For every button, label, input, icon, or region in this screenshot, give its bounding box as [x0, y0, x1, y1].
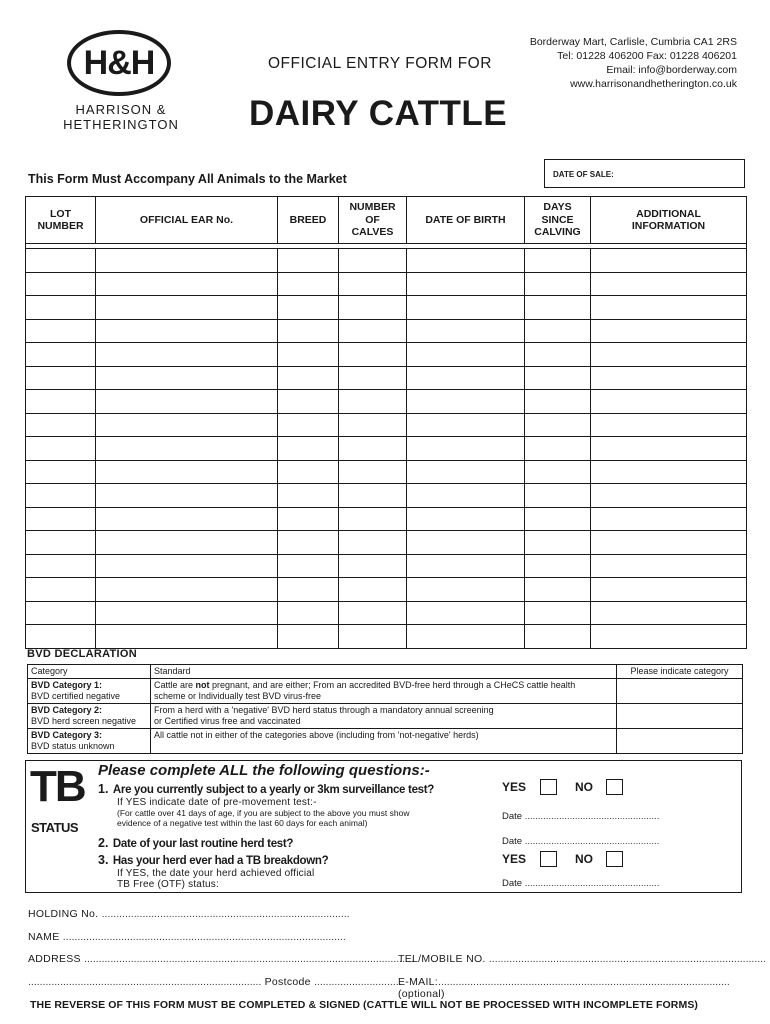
entry-cell[interactable] — [591, 507, 747, 531]
entry-cell[interactable] — [339, 484, 407, 508]
table-row — [26, 578, 747, 602]
entry-cell[interactable] — [591, 272, 747, 296]
entry-cell[interactable] — [339, 460, 407, 484]
entry-cell[interactable] — [339, 366, 407, 390]
entry-cell[interactable] — [339, 554, 407, 578]
bvd-header — [28, 665, 743, 679]
entry-table-header — [26, 197, 747, 244]
bvd-row-3 — [28, 729, 743, 754]
entry-cell[interactable] — [339, 437, 407, 461]
entry-cell[interactable] — [96, 554, 278, 578]
entry-cell[interactable] — [278, 343, 339, 367]
entry-cell[interactable] — [525, 390, 591, 414]
table-row — [26, 272, 747, 296]
entry-cell[interactable] — [278, 390, 339, 414]
entry-cell[interactable] — [525, 249, 591, 273]
email-field[interactable]: E-MAIL:.................................................................................................... (optional) — [398, 976, 730, 1000]
entry-cell[interactable] — [339, 601, 407, 625]
entry-cell[interactable] — [278, 578, 339, 602]
entry-cell[interactable] — [96, 319, 278, 343]
bvd-standard: Cattle are not pregnant, and are either; From an accredited BVD-free herd through a CHeCS cattle health scheme or Individually test BVD virus-free — [151, 679, 617, 704]
table-row — [26, 366, 747, 390]
q1-no-label: NO — [575, 780, 593, 794]
entry-cell[interactable] — [96, 578, 278, 602]
entry-cell[interactable] — [407, 249, 525, 273]
col-breed: BREED — [278, 197, 339, 244]
q1-yes-checkbox[interactable] — [540, 779, 557, 795]
q2-date-field[interactable]: Date ................................................... — [502, 836, 660, 847]
q3-no-label: NO — [575, 852, 593, 866]
table-row — [26, 531, 747, 555]
q1-yes-label: YES — [502, 780, 527, 794]
bvd-table — [27, 664, 743, 754]
col-days-since-calving: DAYS SINCE CALVING — [525, 197, 591, 244]
entry-cell[interactable] — [339, 578, 407, 602]
logo-name — [58, 102, 184, 132]
entry-cell[interactable] — [591, 437, 747, 461]
bvd-indicate-2[interactable] — [617, 704, 743, 729]
q3-no-checkbox[interactable] — [606, 851, 623, 867]
entry-cell[interactable] — [26, 625, 96, 649]
entry-cell[interactable] — [26, 319, 96, 343]
entry-cell[interactable] — [339, 272, 407, 296]
table-row — [26, 319, 747, 343]
entry-cell[interactable] — [26, 601, 96, 625]
entry-cell[interactable] — [407, 272, 525, 296]
table-row — [26, 249, 747, 273]
entry-cell[interactable] — [278, 484, 339, 508]
bvd-indicate-3[interactable] — [617, 729, 743, 754]
entry-cell[interactable] — [591, 601, 747, 625]
entry-cell[interactable] — [26, 554, 96, 578]
table-row — [26, 601, 747, 625]
logo-line-1: HARRISON & — [75, 102, 167, 117]
entry-cell[interactable] — [339, 319, 407, 343]
entry-cell[interactable] — [278, 319, 339, 343]
table-row — [26, 343, 747, 367]
entry-cell[interactable] — [407, 366, 525, 390]
entry-cell[interactable] — [26, 390, 96, 414]
entry-cell[interactable] — [407, 319, 525, 343]
entry-cell[interactable] — [26, 366, 96, 390]
entry-cell[interactable] — [278, 460, 339, 484]
entry-cell[interactable] — [278, 507, 339, 531]
entry-cell[interactable] — [407, 460, 525, 484]
tb-q1-sub: If YES indicate date of pre-movement test:- — [117, 797, 317, 808]
bvd-standard: All cattle not in either of the categories above (including from 'not-negative' herds) — [151, 729, 617, 754]
tel-field[interactable]: TEL/MOBILE NO. ............................................................................................... — [398, 953, 766, 965]
address-line-2-field[interactable]: ................................................................................ Postcode .............................. — [28, 976, 402, 988]
entry-table — [25, 196, 747, 649]
q1-no-checkbox[interactable] — [606, 779, 623, 795]
entry-cell[interactable] — [591, 484, 747, 508]
bvd-col-indicate: Please indicate category — [617, 665, 743, 679]
entry-cell[interactable] — [407, 531, 525, 555]
table-row — [26, 390, 747, 414]
entry-cell[interactable] — [525, 296, 591, 320]
entry-cell[interactable] — [278, 272, 339, 296]
address-line-2: Tel: 01228 406200 Fax: 01228 406201 — [557, 50, 737, 62]
entry-cell[interactable] — [96, 366, 278, 390]
holding-number-field[interactable]: HOLDING No. ..................................................................................... — [28, 908, 350, 920]
entry-cell[interactable] — [407, 413, 525, 437]
tb-label: TB — [30, 762, 85, 811]
entry-cell[interactable] — [278, 531, 339, 555]
table-row — [26, 460, 747, 484]
q3-yes-checkbox[interactable] — [540, 851, 557, 867]
entry-cell[interactable] — [407, 601, 525, 625]
table-row — [26, 554, 747, 578]
entry-cell[interactable] — [278, 296, 339, 320]
bvd-category: BVD Category 1: BVD certified negative — [28, 679, 151, 704]
q1-date-field[interactable]: Date ................................................... — [502, 811, 660, 822]
entry-cell[interactable] — [407, 554, 525, 578]
entry-cell[interactable] — [26, 578, 96, 602]
entry-cell[interactable] — [278, 625, 339, 649]
entry-cell[interactable] — [407, 437, 525, 461]
contact-address — [530, 35, 737, 91]
col-date-of-birth: DATE OF BIRTH — [407, 197, 525, 244]
entry-cell[interactable] — [525, 531, 591, 555]
entry-cell[interactable] — [96, 507, 278, 531]
address-line-4: www.harrisonandhetherington.co.uk — [570, 78, 737, 90]
entry-cell[interactable] — [407, 484, 525, 508]
bvd-row-1 — [28, 679, 743, 704]
entry-cell[interactable] — [525, 272, 591, 296]
tb-question-3: 3. Has your herd ever had a TB breakdown? — [98, 853, 329, 867]
entry-cell[interactable] — [407, 578, 525, 602]
entry-cell[interactable] — [591, 390, 747, 414]
entry-cell[interactable] — [591, 343, 747, 367]
date-of-sale-label: DATE OF SALE: — [553, 170, 614, 179]
entry-cell[interactable] — [26, 507, 96, 531]
entry-cell[interactable] — [96, 272, 278, 296]
table-row — [26, 484, 747, 508]
entry-cell[interactable] — [26, 343, 96, 367]
address-line-1: Borderway Mart, Carlisle, Cumbria CA1 2RS — [529, 36, 737, 48]
tb-status-label: STATUS — [31, 820, 79, 835]
entry-cell[interactable] — [525, 601, 591, 625]
entry-cell[interactable] — [26, 437, 96, 461]
entry-cell[interactable] — [591, 578, 747, 602]
entry-cell[interactable] — [525, 366, 591, 390]
table-row — [26, 296, 747, 320]
entry-cell[interactable] — [96, 531, 278, 555]
entry-cell[interactable] — [591, 296, 747, 320]
entry-cell[interactable] — [26, 460, 96, 484]
tb-heading: Please complete ALL the following questions:- — [98, 762, 430, 779]
table-row — [26, 625, 747, 649]
q3-yes-label: YES — [502, 852, 527, 866]
bvd-row-2 — [28, 704, 743, 729]
col-number-of-calves: NUMBER OF CALVES — [339, 197, 407, 244]
entry-cell[interactable] — [278, 437, 339, 461]
entry-cell[interactable] — [339, 343, 407, 367]
entry-cell[interactable] — [96, 413, 278, 437]
logo-line-2: HETHERINGTON — [63, 117, 179, 132]
tb-q1-note: (For cattle over 41 days of age, if you are subject to the above you must show evidence of a negative test within the last 60 days for each animal) — [117, 808, 410, 828]
bvd-indicate-1[interactable] — [617, 679, 743, 704]
entry-cell[interactable] — [525, 343, 591, 367]
entry-cell[interactable] — [96, 460, 278, 484]
entry-cell[interactable] — [591, 460, 747, 484]
entry-cell[interactable] — [278, 601, 339, 625]
entry-cell[interactable] — [96, 390, 278, 414]
entry-cell[interactable] — [407, 390, 525, 414]
entry-cell[interactable] — [525, 507, 591, 531]
address-line-3: Email: info@borderway.com — [606, 64, 737, 76]
entry-cell[interactable] — [96, 249, 278, 273]
table-row — [26, 413, 747, 437]
table-row — [26, 507, 747, 531]
entry-cell[interactable] — [525, 578, 591, 602]
entry-cell[interactable] — [591, 625, 747, 649]
bvd-col-category: Category — [28, 665, 151, 679]
bvd-category: BVD Category 3: BVD status unknown — [28, 729, 151, 754]
entry-cell[interactable] — [591, 413, 747, 437]
q3-date-field[interactable]: Date ................................................... — [502, 878, 660, 889]
entry-cell[interactable] — [525, 484, 591, 508]
entry-cell[interactable] — [525, 460, 591, 484]
entry-cell[interactable] — [591, 319, 747, 343]
col-ear-number: OFFICIAL EAR No. — [96, 197, 278, 244]
entry-cell[interactable] — [525, 625, 591, 649]
entry-cell[interactable] — [26, 272, 96, 296]
tb-q3-sub: If YES, the date your herd achieved official TB Free (OTF) status: — [117, 868, 315, 890]
tb-question-1: 1. Are you currently subject to a yearly or 3km surveillance test? — [98, 782, 435, 796]
entry-cell[interactable] — [525, 413, 591, 437]
entry-cell[interactable] — [339, 390, 407, 414]
entry-cell[interactable] — [339, 413, 407, 437]
entry-cell[interactable] — [525, 554, 591, 578]
logo-mark: H&H — [83, 43, 155, 82]
entry-cell[interactable] — [407, 625, 525, 649]
address-field[interactable]: ADDRESS ................................................................................................................. — [28, 953, 414, 965]
entry-cell[interactable] — [339, 249, 407, 273]
entry-cell[interactable] — [278, 413, 339, 437]
entry-cell[interactable] — [26, 249, 96, 273]
entry-cell[interactable] — [407, 507, 525, 531]
entry-cell[interactable] — [339, 507, 407, 531]
entry-cell[interactable] — [96, 625, 278, 649]
entry-cell[interactable] — [278, 249, 339, 273]
entry-cell[interactable] — [339, 625, 407, 649]
date-of-sale-field[interactable] — [544, 159, 745, 188]
bvd-standard: From a herd with a 'negative' BVD herd status through a mandatory annual screening or Certified virus free and vaccinated — [151, 704, 617, 729]
entry-cell[interactable] — [96, 484, 278, 508]
accompany-notice: This Form Must Accompany All Animals to the Market — [28, 172, 347, 186]
name-field[interactable]: NAME ................................................................................................. — [28, 931, 346, 943]
entry-cell[interactable] — [26, 296, 96, 320]
col-lot-number: LOT NUMBER — [26, 197, 96, 244]
entry-cell[interactable] — [407, 296, 525, 320]
form-subtitle: OFFICIAL ENTRY FORM FOR — [268, 55, 492, 72]
form-title: DAIRY CATTLE — [249, 94, 508, 133]
entry-cell[interactable] — [278, 366, 339, 390]
col-additional-info: ADDITIONAL INFORMATION — [591, 197, 747, 244]
entry-cell[interactable] — [96, 437, 278, 461]
entry-cell[interactable] — [26, 413, 96, 437]
tb-question-2: 2. Date of your last routine herd test? — [98, 836, 294, 850]
entry-cell[interactable] — [591, 366, 747, 390]
entry-cell[interactable] — [96, 601, 278, 625]
entry-cell[interactable] — [339, 531, 407, 555]
entry-cell[interactable] — [407, 343, 525, 367]
entry-cell[interactable] — [339, 296, 407, 320]
bvd-col-standard: Standard — [151, 665, 617, 679]
bvd-category: BVD Category 2: BVD herd screen negative — [28, 704, 151, 729]
entry-cell[interactable] — [591, 531, 747, 555]
entry-cell[interactable] — [591, 249, 747, 273]
entry-cell[interactable] — [26, 484, 96, 508]
entry-cell[interactable] — [525, 437, 591, 461]
bvd-title: BVD DECLARATION — [27, 648, 138, 660]
entry-cell[interactable] — [96, 296, 278, 320]
entry-cell[interactable] — [26, 531, 96, 555]
entry-cell[interactable] — [96, 343, 278, 367]
table-row — [26, 437, 747, 461]
entry-cell[interactable] — [525, 319, 591, 343]
entry-cell[interactable] — [591, 554, 747, 578]
footnote: THE REVERSE OF THIS FORM MUST BE COMPLETED & SIGNED (CATTLE WILL NOT BE PROCESSED WITH INCOMPLETE FORMS) — [30, 999, 699, 1011]
entry-cell[interactable] — [278, 554, 339, 578]
